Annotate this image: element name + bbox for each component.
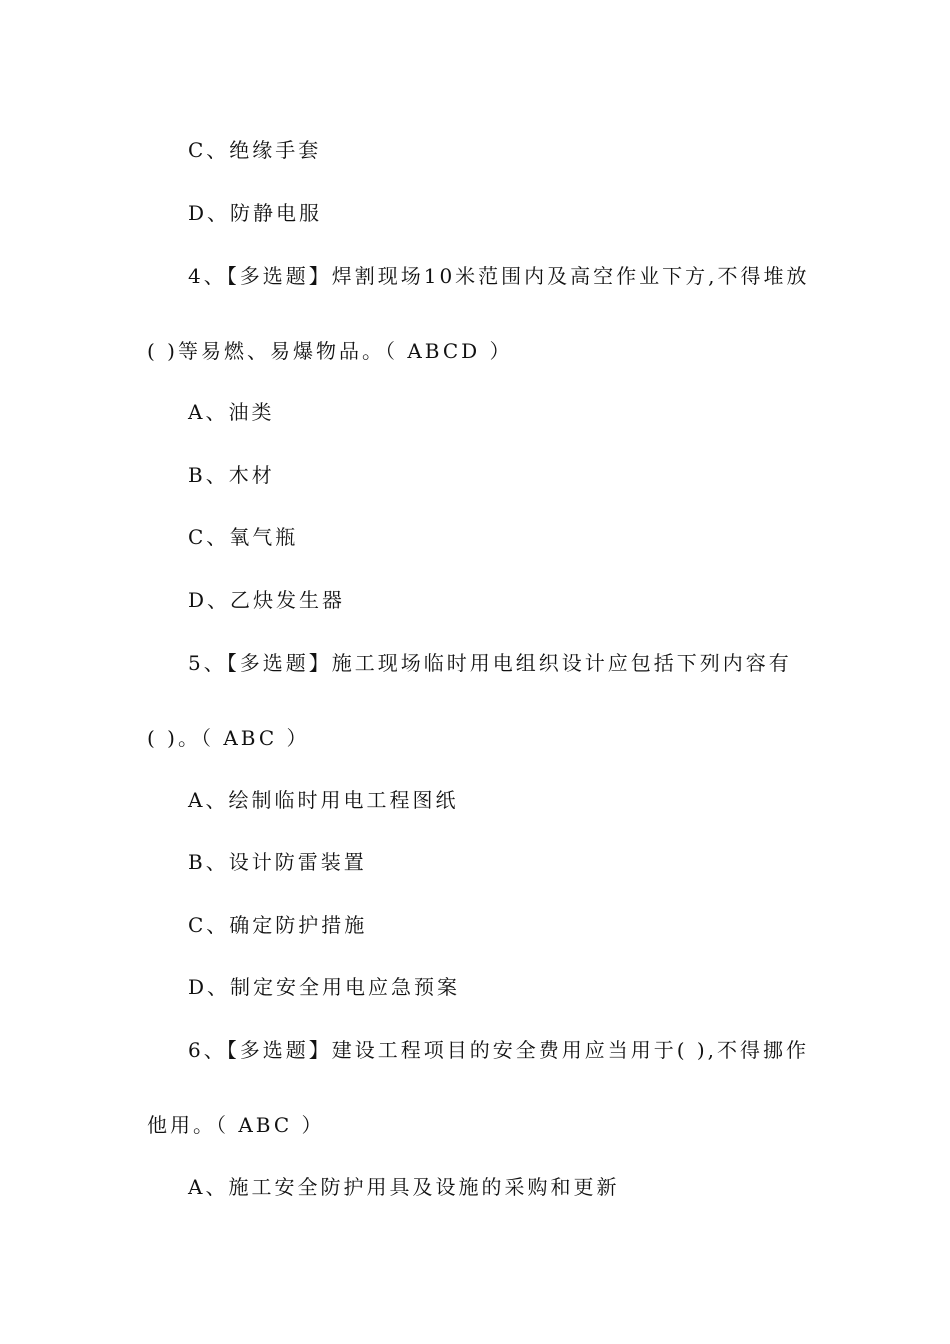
question-6-line-2: 他用。（ ABC ）: [147, 1113, 325, 1137]
option-4d: D、乙炔发生器: [188, 588, 346, 612]
question-5-line-2: ( )。（ ABC ）: [147, 726, 310, 750]
option-3c: C、绝缘手套: [188, 138, 322, 162]
option-4c: C、氧气瓶: [188, 525, 299, 549]
option-3d: D、防静电服: [188, 201, 323, 225]
option-4b: B、木材: [188, 463, 275, 487]
option-5b: B、设计防雷装置: [188, 850, 367, 874]
option-5d: D、制定安全用电应急预案: [188, 975, 461, 999]
question-4-line-1: 4、【多选题】焊割现场10米范围内及高空作业下方,不得堆放: [188, 264, 810, 288]
option-5c: C、确定防护措施: [188, 913, 368, 937]
question-5-line-1: 5、【多选题】施工现场临时用电组织设计应包括下列内容有: [188, 651, 792, 675]
question-6-line-1: 6、【多选题】建设工程项目的安全费用应当用于( ),不得挪作: [188, 1038, 810, 1062]
option-4a: A、油类: [188, 400, 275, 424]
option-5a: A、绘制临时用电工程图纸: [188, 788, 459, 812]
option-6a: A、施工安全防护用具及设施的采购和更新: [188, 1175, 620, 1199]
question-4-line-2: ( )等易燃、易爆物品。（ ABCD ）: [147, 339, 513, 363]
